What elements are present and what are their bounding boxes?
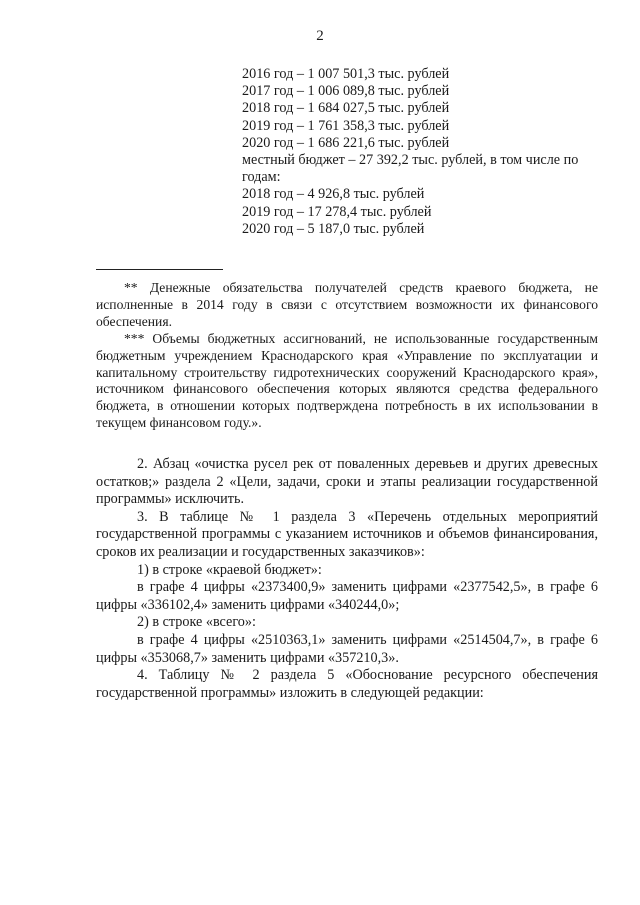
paragraph-3-item-1-text: в графе 4 цифры «2373400,9» заменить цифрами «2377542,5», в графе 6 цифры «336102,4» заменить цифрами «340244,0»; <box>96 579 598 613</box>
budget-by-year-list <box>242 66 612 238</box>
budget-line-2016: 2016 год – 1 007 501,3 тыс. рублей <box>242 66 450 82</box>
footnote-triple-asterisk: *** Объемы бюджетных ассигнований, не использованные государственным бюджетным учреждением Краснодарского края «Управление по эксплуатации и капитальному строительству гидротехнических сооружений Краснодарского края», источником финансового обеспечения которых являются средства федерального бюджета, в отношении которых подтверждена потребность в их использовании в текущем финансовом году.». <box>96 330 598 431</box>
paragraph-3-item-1: 1) в строке «краевой бюджет»: <box>137 561 322 578</box>
local-budget-line: местный бюджет – 27 392,2 тыс. рублей, в том числе по годам: <box>242 152 579 186</box>
paragraph-4: 4. Таблицу № 2 раздела 5 «Обоснование ресурсного обеспечения государственной программы» изложить в следующей редакции: <box>96 667 598 701</box>
budget-line-2019: 2019 год – 1 761 358,3 тыс. рублей <box>242 117 450 134</box>
paragraph-3-item-2: 2) в строке «всего»: <box>137 614 256 631</box>
local-budget-line-2020: 2020 год – 5 187,0 тыс. рублей <box>242 220 425 237</box>
budget-line-2018: 2018 год – 1 684 027,5 тыс. рублей <box>242 100 450 117</box>
local-budget-line-2019: 2019 год – 17 278,4 тыс. рублей <box>242 203 432 220</box>
budget-line-2017: 2017 год – 1 006 089,8 тыс. рублей <box>242 83 450 100</box>
page-number: 2 <box>316 28 324 44</box>
footnotes <box>96 280 598 432</box>
footnote-double-asterisk: ** Денежные обязательства получателей средств краевого бюджета, не исполненные в 2014 году в связи с отсутствием возможности их финансового обеспечения. <box>96 280 598 329</box>
main-text <box>96 456 598 702</box>
paragraph-3-item-2-text: в графе 4 цифры «2510363,1» заменить цифрами «2514504,7», в графе 6 цифры «353068,7» заменить цифрами «357210,3». <box>96 631 598 666</box>
footnote-divider <box>96 269 223 270</box>
paragraph-3: 3. В таблице № 1 раздела 3 «Перечень отдельных мероприятий государственной программы с указанием источников и объемов финансирования, сроков их реализации и государственных заказчиков»: <box>96 508 598 560</box>
paragraph-2: 2. Абзац «очистка русел рек от поваленных деревьев и других древесных остатков;» раздела 2 «Цели, задачи, сроки и этапы реализации государственной программы» исключить. <box>96 456 598 508</box>
budget-line-2020: 2020 год – 1 686 221,6 тыс. рублей <box>242 134 450 151</box>
local-budget-line-2018: 2018 год – 4 926,8 тыс. рублей <box>242 186 425 203</box>
